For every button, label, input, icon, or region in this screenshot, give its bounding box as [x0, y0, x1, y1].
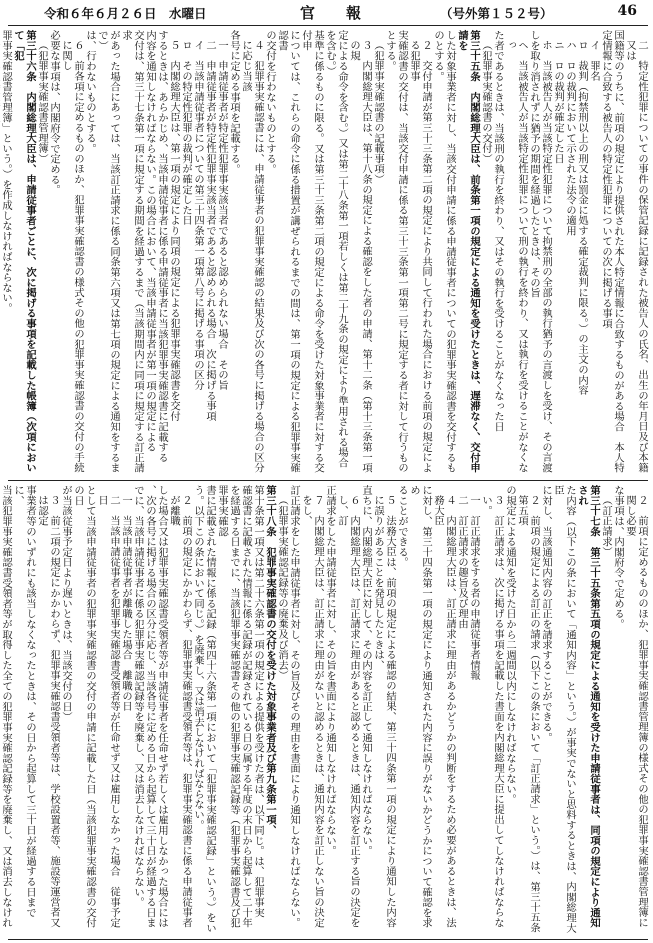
lower-line: 訂正請求をした申請従事者に対し、その旨及びその理由を書面により通知しなければならない。	[288, 485, 300, 928]
upper-line: （犯罪事実確認書の交付）	[480, 40, 492, 164]
upper-line: ４ 犯罪事実確認書には、申請従事者の犯罪事実確認の結果及び次の各号に掲げる場合の区分に応じ当該	[240, 40, 264, 473]
upper-section	[0, 30, 648, 477]
lower-line: 第三十七条 第三十五条第五項の規定による通知を受けた申請従事者は、同項の規定により通知され	[576, 485, 600, 928]
upper-line: 第三十五条 内閣総理大臣は、前条第一項の規定による通知を受けたときは、遅滞なく、交付申請を	[456, 30, 480, 473]
lower-line: 一 訂正請求をする者の申請従事者情報	[468, 495, 480, 681]
lower-line: 、次の各号に掲げる場合の区分に応じ、当該各号に定める日から起算して三十日が経過する日ま	[144, 485, 156, 928]
issue-date: 令和６年６月２６日 水曜日	[44, 6, 207, 21]
upper-line: は、行わないものとする。	[84, 30, 96, 154]
lower-line: でに、当該申請従事者に係る犯罪事実確認記録等を廃棄し、又は消去しなければならない。	[132, 485, 144, 908]
upper-line: た者であるときは、当該刑の執行を終わり、又はその執行を受けることがなくなった日	[492, 30, 504, 432]
lower-line: う。以下この条において同じ。）を廃棄し、又は消去しなければならない。	[192, 485, 204, 831]
lower-line: ５ 法務大臣は、前項の規定による確認の結果、第三十四条第一項の規定により通知した内容に誤りがあることを発見したときは、	[372, 495, 396, 928]
upper-line: 二 特定性犯罪についての事件の保管記録に記録された被告人の氏名、出生の年月日及び本籍又は	[624, 40, 648, 473]
upper-line: 必要な事項は、内閣府令で定める。	[48, 30, 60, 195]
lower-line: 二 訂正請求の趣旨及び理由	[456, 495, 468, 630]
lower-line: ４ 内閣総理大臣は、訂正請求に理由があるかどうかの判断をするため必要があるときは、法務大臣	[432, 495, 456, 928]
upper-line: ６ 前各項に定めるもののほか、犯罪事実確認書の様式その他の犯罪事実確認書の交付の手続に関し	[60, 40, 84, 473]
upper-line: した対象事業者に対し、当該交付申請に係る申請従事者についての犯罪事実確認書を交付するものとする。	[432, 30, 456, 473]
lower-line: （訂正請求）	[600, 495, 612, 558]
upper-line: ホ 当該被告人が当該特定性犯罪について拘禁刑の全部の執行猶予の言渡しを受け、その言渡	[540, 40, 552, 473]
upper-line: 二 申請従事者が特定性犯罪事実該当者であると認められる場合 次に掲げる事項	[204, 40, 216, 422]
lower-line: に対し、第三十四条第一項の規定により通知された内容に誤りがないかどうかについて確認を求め	[408, 485, 432, 928]
upper-line: するときは、あらかじめ、当該申請従事者に係る申請従事者に当該犯罪事実確認書に記載する	[156, 30, 168, 463]
lower-line: ３ 訂正請求は、次に掲げる事項を記載した書面を内閣総理大臣に提出してしなければならない。	[480, 495, 504, 928]
lower-line: 一 当該申請従事者が離職した場合 離職の日	[120, 495, 132, 712]
upper-line: ニ ロの裁判が確定した日	[552, 40, 564, 164]
lower-line: ６ 内閣総理大臣は、訂正請求に理由があると認めるときは、通知内容を訂正する旨の決定をし、訂	[336, 495, 360, 928]
lower-text-column	[0, 485, 648, 937]
footer-rule	[8, 939, 648, 940]
lower-line: 第十条第一項又は第二十六条第一項の規定による提供を受けた者は、以下同じ。は、犯罪事実	[252, 485, 264, 918]
upper-line: 実確認書の交付は、当該交付申請に係る第三十三条第一項第二号に規定する者に対して行うものとする。	[384, 30, 408, 473]
lower-line: な事項は、内閣府令で定める。	[612, 485, 624, 630]
upper-line: 定情報に合致する被告人の特定性犯罪についての次に掲げる事項	[600, 30, 612, 329]
lower-line: 二 当該申請従事者を犯罪事実確認書受領者等が任命せず又は雇用しなかった場合 従事予定日	[96, 495, 120, 928]
lower-line: ２ 前項に定めるもののほか、犯罪事実確認書管理簿の様式その他の犯罪事実確認書管理簿に関し必要	[624, 495, 648, 928]
page-header	[0, 0, 653, 26]
lower-line: ることができる。	[396, 485, 408, 568]
upper-line: ヘ 当該被告人が当該特定性犯罪について刑の執行を終わり、又は執行を受けることがなくなっ	[504, 40, 528, 473]
lower-line: を経過する日までに、当該犯罪事実確認書その他の犯罪事実確認記録等（犯罪事実確認書及び犯罪事実確認	[216, 485, 240, 928]
upper-line: の交付を行わないものとする。	[264, 30, 276, 175]
upper-line: 交付は、第三十七条第一項に規定する期間を経過するまで（当該期間内に同項に規定する訂正請求	[120, 30, 144, 473]
upper-line: ２ 交付申請が第三十三条第二項の規定により共同して行われた場合における前項の規定による犯罪事	[408, 40, 432, 473]
lower-line: ２ 前項の規定による訂正の請求（以下この条において「訂正請求」という。）は、第三十五条第五項	[516, 495, 540, 934]
upper-line: 一 申請従事者が特定性犯罪事実該当者であると認められない場合 その旨	[216, 40, 228, 391]
lower-line: 当該犯罪事実確認書受領者等が取得した全ての犯罪事実確認記録等を廃棄し、又は消去しなけれ	[0, 485, 12, 928]
lower-line: ３ 前二項の規定にかかわらず、犯罪事実確認書受領者等は、学校設置者等、施設等運営者又は認定	[36, 495, 60, 928]
upper-line: 国籍等のうちに、前項の規定により提供された本人特定情報に合致するものがある場合 本人特	[612, 30, 624, 473]
lower-line: ２ 前項の規定にかかわらず、犯罪事実確認書受領者等は、犯罪事実確認書に係る申請従事者が離職	[168, 495, 192, 928]
upper-line: （犯罪事実確認書の記載事項）	[372, 40, 384, 185]
lower-line: 第三十八条 犯罪事実確認書の交付を受けた対象事業者及び第九条第一項、	[264, 485, 276, 836]
header-rule	[8, 25, 648, 26]
upper-line: ロ 裁判（拘禁刑以上の刑又は罰金に処する確定裁判に限る。）の主文の内容	[576, 40, 588, 396]
lower-line: の規定による通知を受けた日から二週間以内にしなければならない。	[504, 485, 516, 805]
lower-line: 直ちに、内閣総理大臣に対して、その内容を訂正して通知しなければならない。	[360, 485, 372, 856]
lower-line: た内容（以下この条において「通知内容」という。）が事実でないと思料するときは、内閣総理大臣	[552, 485, 576, 934]
lower-line: した場合又は犯罪事実確認書受領者等が申請従事者を任命せず若しくは雇用しなかった場合には	[156, 485, 168, 928]
upper-line: については、これらの命令に係る措置が講ぜられるまでの間は、第一項の規定による犯罪事実確認書	[276, 30, 300, 473]
lower-line: が当該従事予定日より遅いときは、当該交付の日）	[60, 485, 72, 722]
upper-line: 基準に係るものに限る。又は第三十三条第二項の規定による命令を受けた対象事業者に対する交付申	[300, 30, 324, 473]
lower-line: 書に記載された情報に係る記録（第四十六条第一項において「犯罪事実確認記録」という。）をい	[204, 485, 216, 934]
section-divider	[8, 480, 648, 481]
upper-line: ３ 内閣総理大臣は、第十八条の規定による確認をした者の申請、第十二条（第十三条第一項の規	[348, 40, 372, 473]
upper-line: イ 当該申請従事者についての第三十四条第一項第八号に掲げる事項の区分	[192, 40, 204, 391]
page-number: 46	[617, 3, 637, 19]
lower-line: （犯罪事実確認記録等の廃棄及び消去）	[276, 495, 288, 681]
lower-line: 事業者等のいずれにも該当しなくなったときは、その日から起算して三十日が経過する日までに、	[12, 485, 36, 918]
upper-line: があった場合にあっては、当該訂正請求に係る同条第六項又は第七項の規定による通知をするまで）	[96, 30, 120, 473]
lower-line: ７ 内閣総理大臣は、訂正請求に理由がないと認めるときは、通知内容を訂正しない旨の決定をし、	[300, 495, 324, 928]
upper-line: ５ 内閣総理大臣は、第一項の規定により同項の規定による犯罪事実確認書を交付	[168, 40, 180, 422]
upper-line: ロ その特定性犯罪の裁判が確定した日	[180, 40, 192, 226]
upper-line: 罪事実確認書管理簿」という。）を作成しなければならない。	[0, 30, 12, 314]
upper-text-column	[0, 30, 648, 477]
upper-line: 各号に定める事項を記載する。	[228, 30, 240, 175]
lower-section	[0, 485, 648, 937]
lower-line: 正請求をした申請従事者に対し、その旨を書面により通知しなければならない。	[324, 485, 336, 856]
lower-line: として当該申請従事者の犯罪事実確認書の交付の申請に記載した日（当該犯罪事実確認書の交付の日	[72, 485, 96, 928]
gazette-title: 官 報	[300, 4, 370, 22]
upper-line: 内容を通知しなければならない。この場合において、当該申請従事者が第一項の規定による	[144, 30, 156, 453]
upper-line: ハ ロの裁判において示された法令の適用	[564, 40, 576, 236]
upper-line: 第三十六条 内閣総理大臣は、申請従事者ごとに、次に掲げる事項を記載した帳簿（次項において「犯	[12, 30, 36, 473]
lower-line: 確認書に記載された情報に係る記録が記録されている日の属する年度の末日から起算して二十年	[240, 485, 252, 928]
upper-line: しを取り消されずに猶予の期間を経過したときは、その旨	[528, 30, 540, 298]
lower-line: に対し、当該通知内容の訂正を請求することができる。	[540, 485, 552, 743]
upper-line: イ 罪名	[588, 40, 600, 82]
upper-line: （犯罪事実確認書管理簿）	[36, 40, 48, 164]
issue-number: （号外第１５２号）	[440, 6, 553, 21]
upper-line: 定による命令を含む。）又は第二十八条第一項若しくは第二十九条の規定により準用される場合を含む。）	[324, 30, 348, 468]
